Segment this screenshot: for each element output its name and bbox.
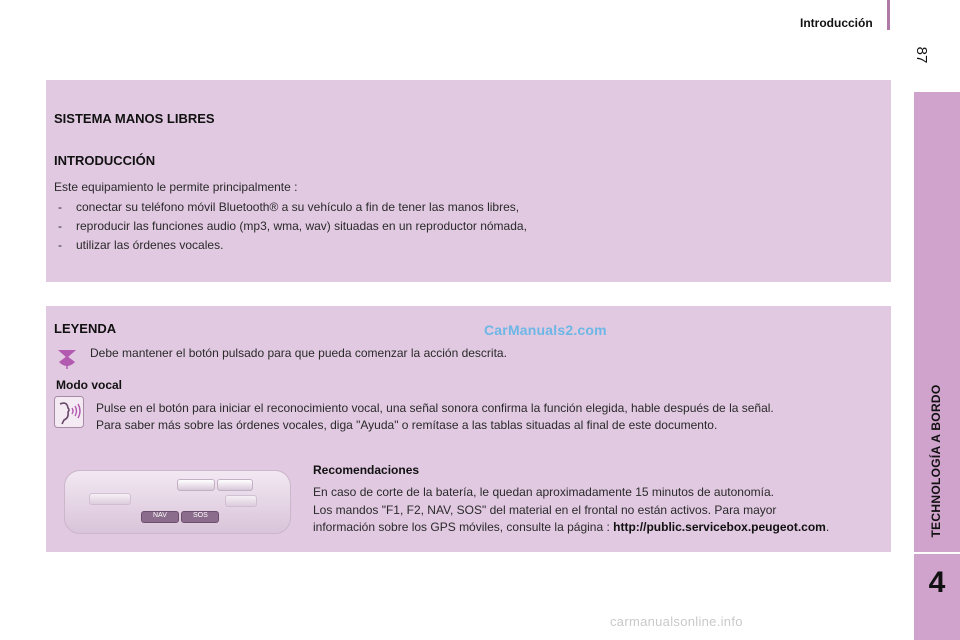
console-button <box>177 479 215 491</box>
intro-item: conectar su teléfono móvil Bluetooth® a su vehículo a fin de tener las manos libres, <box>76 200 520 214</box>
header-accent-bar <box>887 0 890 30</box>
console-button-sos: SOS <box>181 511 219 523</box>
footer-watermark: carmanualsonline.info <box>610 614 743 629</box>
servicebox-link[interactable]: http://public.servicebox.peugeot.com <box>613 520 826 534</box>
chapter-number: 4 <box>928 566 946 599</box>
chapter-tab-label: TECHNOLOGÍA A BORDO <box>929 384 943 538</box>
console-button <box>89 493 131 505</box>
voice-command-icon <box>54 396 84 433</box>
vocal-mode-title: Modo vocal <box>56 378 123 392</box>
section-title: Introducción <box>800 16 873 30</box>
press-hold-icon <box>56 347 78 376</box>
list-bullet: - <box>58 238 62 252</box>
intro-item: utilizar las órdenes vocales. <box>76 238 224 252</box>
leyenda-title: LEYENDA <box>54 321 117 336</box>
page-number: 87 <box>913 46 930 64</box>
console-button-nav: NAV <box>141 511 179 523</box>
vocal-line-1: Pulse en el botón para iniciar el reconocimiento vocal, una señal sonora confirma la función elegida, hable después de la señal. <box>96 401 774 415</box>
console-button <box>225 495 257 507</box>
intro-lead: Este equipamiento le permite principalmente : <box>54 180 298 194</box>
recommendations-line-3-prefix: información sobre los GPS móviles, consulte la página : <box>313 520 614 534</box>
intro-title: SISTEMA MANOS LIBRES <box>54 111 215 126</box>
recommendations-line-1: En caso de corte de la batería, le quedan aproximadamente 15 minutos de autonomía. <box>313 485 774 499</box>
press-hold-text: Debe mantener el botón pulsado para que pueda comenzar la acción descrita. <box>90 346 507 360</box>
list-bullet: - <box>58 219 62 233</box>
intro-item: reproducir las funciones audio (mp3, wma, wav) situadas en un reproductor nómada, <box>76 219 527 233</box>
steering-controls-illustration <box>64 470 291 534</box>
console-button <box>217 479 253 491</box>
watermark-text: CarManuals2.com <box>484 322 607 338</box>
vocal-line-2: Para saber más sobre las órdenes vocales, diga "Ayuda" o remítase a las tablas situadas al final de este documento. <box>96 418 718 432</box>
recommendations-line-3-suffix: . <box>825 520 830 534</box>
side-tab-divider <box>914 552 960 554</box>
recommendations-line-2: Los mandos "F1, F2, NAV, SOS" del material en el frontal no están activos. Para mayor <box>313 503 777 517</box>
list-bullet: - <box>58 200 62 214</box>
intro-subtitle: INTRODUCCIÓN <box>54 153 156 168</box>
recommendations-line-3 <box>313 520 829 534</box>
recommendations-title: Recomendaciones <box>313 463 420 477</box>
